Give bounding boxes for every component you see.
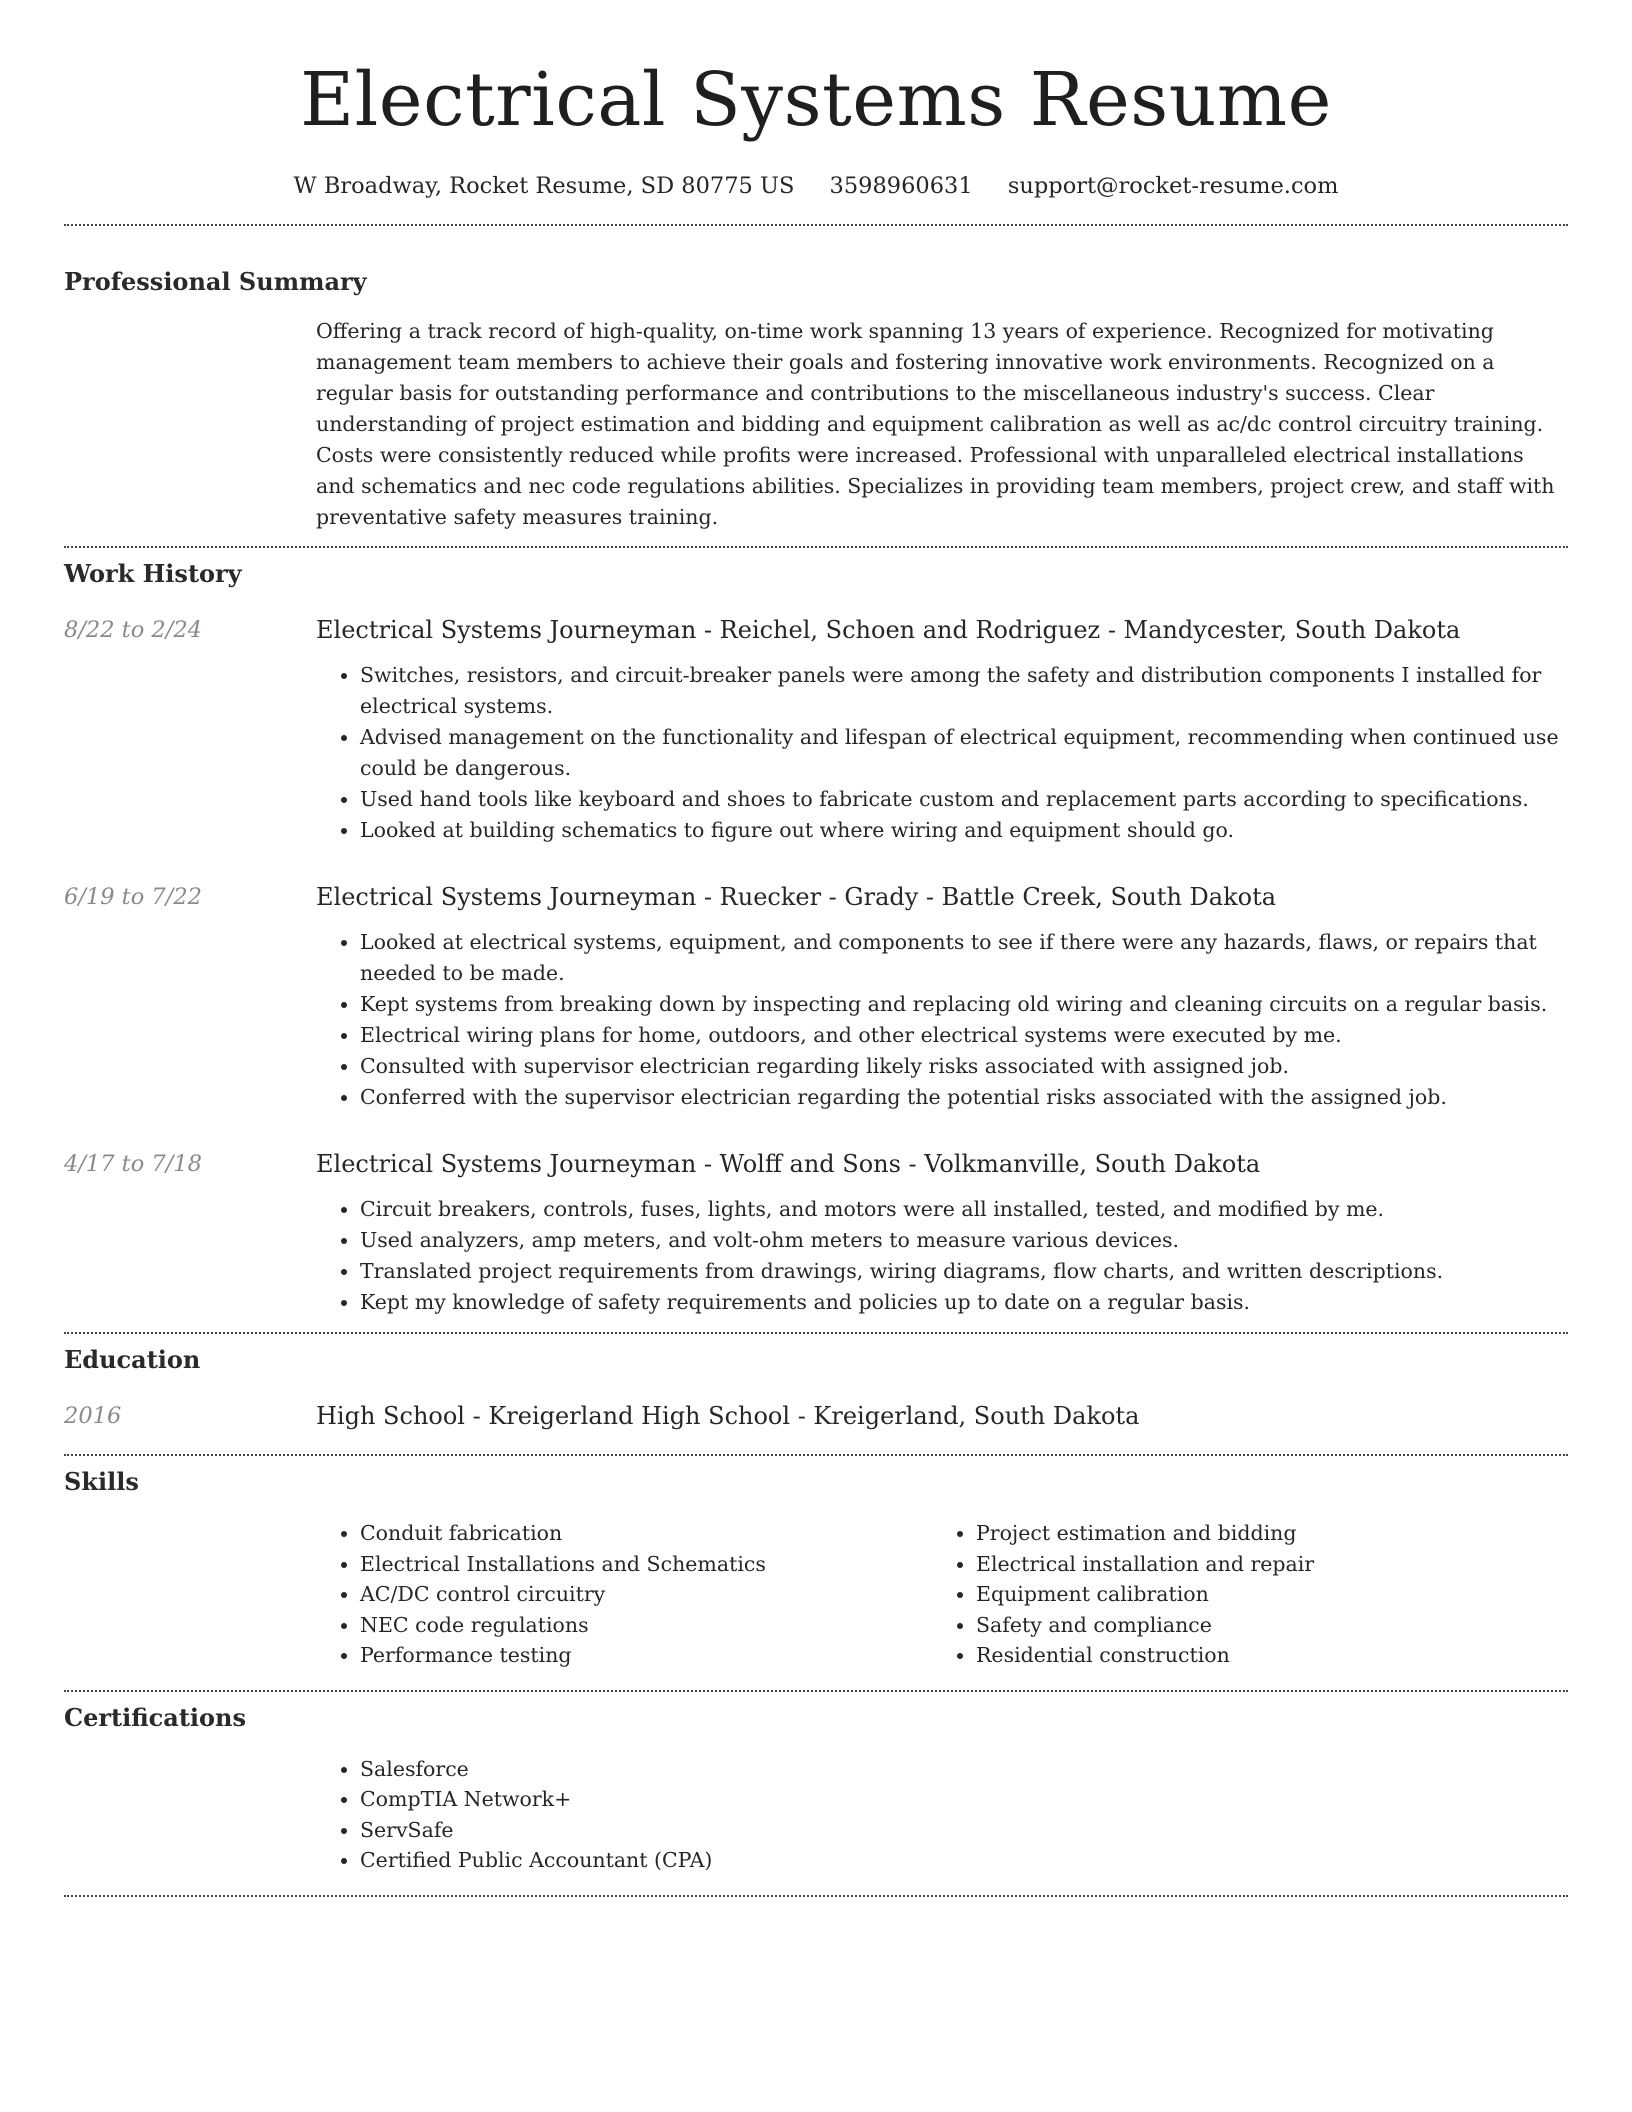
job-bullets (316, 660, 1568, 846)
skills-list-left (316, 1518, 932, 1671)
list-item: • Looked at electrical systems, equipment, and components to see if there were any hazards, flaws, or repairs that needed to be made. (360, 927, 1568, 989)
section-title-summary: Professional Summary (64, 267, 367, 296)
education-year: 2016 (64, 1403, 122, 1429)
list-item: • Consulted with supervisor electrician regarding likely risks associated with assigned job. (360, 1051, 1568, 1082)
skills-list-right (932, 1518, 1548, 1671)
list-item: • Electrical wiring plans for home, outdoors, and other electrical systems were executed by me. (360, 1020, 1568, 1051)
list-item: • Looked at building schematics to figure out where wiring and equipment should go. (360, 815, 1568, 846)
list-item: • NEC code regulations (360, 1610, 932, 1641)
education-section (64, 1334, 1568, 1432)
job-heading: Electrical Systems Journeyman - Ruecker - Grady - Battle Creek, South Dakota (316, 883, 1277, 911)
list-item: • Kept my knowledge of safety requirements and policies up to date on a regular basis. (360, 1287, 1568, 1318)
list-item: • Certified Public Accountant (CPA) (360, 1845, 932, 1876)
list-item: • Used analyzers, amp meters, and volt-ohm meters to measure various devices. (360, 1225, 1568, 1256)
summary-section (64, 226, 1568, 533)
resume-name: Electrical Systems Resume (300, 57, 1332, 143)
list-item: • Circuit breakers, controls, fuses, lights, and motors were all installed, tested, and modified by me. (360, 1194, 1568, 1225)
list-item: • Safety and compliance (976, 1610, 1548, 1641)
list-item: • Conferred with the supervisor electrician regarding the potential risks associated with the assigned job. (360, 1082, 1568, 1113)
list-item: • Performance testing (360, 1640, 932, 1671)
list-item: • Switches, resistors, and circuit-breaker panels were among the safety and distribution components I installed for electrical systems. (360, 660, 1568, 722)
list-item: • Conduit fabrication (360, 1518, 932, 1549)
job-entry (64, 1146, 1568, 1318)
section-title-skills: Skills (64, 1467, 139, 1496)
divider (64, 1895, 1568, 1897)
list-item: • Electrical Installations and Schematics (360, 1549, 932, 1580)
list-item: • Project estimation and bidding (976, 1518, 1548, 1549)
list-item: • CompTIA Network+ (360, 1784, 932, 1815)
list-item: • Equipment calibration (976, 1579, 1548, 1610)
skills-section (64, 1456, 1568, 1671)
job-heading: Electrical Systems Journeyman - Reichel, Schoen and Rodriguez - Mandycester, South Dakota (316, 616, 1461, 644)
list-item: • Electrical installation and repair (976, 1549, 1548, 1580)
contact-address: W Broadway, Rocket Resume, SD 80775 US (293, 173, 795, 199)
summary-text: Offering a track record of high-quality, on-time work spanning 13 years of experience. Recognized for motivating management team members to achieve their goals and fostering innovative work environments. Recognized on a regular basis for outstanding performance and contributions to the miscellaneous industry's success. Clear understanding of project estimation and bidding and equipment calibration as well as ac/dc control circuitry training. Costs were consistently reduced while profits were increased. Professional with unparalleled electrical installations and schematics and nec code regulations abilities. Specializes in providing team members, project crew, and staff with preventative safety measures training. (316, 319, 1555, 529)
contact-email: support@rocket-resume.com (1007, 173, 1339, 199)
list-item: • AC/DC control circuitry (360, 1579, 932, 1610)
section-title-work-history: Work History (64, 559, 242, 588)
work-history-section (64, 548, 1568, 1318)
list-item: • ServSafe (360, 1815, 932, 1846)
certifications-section (64, 1692, 1568, 1876)
job-dates: 8/22 to 2/24 (64, 617, 202, 643)
job-bullets (316, 927, 1568, 1113)
section-title-education: Education (64, 1345, 201, 1374)
section-title-certifications: Certifications (64, 1702, 247, 1732)
job-dates: 4/17 to 7/18 (64, 1151, 202, 1177)
education-entry: High School - Kreigerland High School - Kreigerland, South Dakota (316, 1402, 1140, 1430)
list-item: • Used hand tools like keyboard and shoes to fabricate custom and replacement parts according to specifications. (360, 784, 1568, 815)
job-entry (64, 612, 1568, 846)
job-heading: Electrical Systems Journeyman - Wolff and Sons - Volkmanville, South Dakota (316, 1150, 1261, 1178)
list-item: • Residential construction (976, 1640, 1548, 1671)
job-dates: 6/19 to 7/22 (64, 884, 202, 910)
list-item: • Salesforce (360, 1754, 932, 1785)
certifications-list (316, 1754, 932, 1876)
contact-line (64, 170, 1568, 202)
list-item: • Translated project requirements from drawings, wiring diagrams, flow charts, and written descriptions. (360, 1256, 1568, 1287)
contact-phone: 3598960631 (829, 173, 973, 199)
list-item: • Kept systems from breaking down by inspecting and replacing old wiring and cleaning circuits on a regular basis. (360, 989, 1568, 1020)
job-bullets (316, 1194, 1568, 1318)
list-item: • Advised management on the functionality and lifespan of electrical equipment, recommending when continued use could be dangerous. (360, 722, 1568, 784)
job-entry (64, 879, 1568, 1113)
